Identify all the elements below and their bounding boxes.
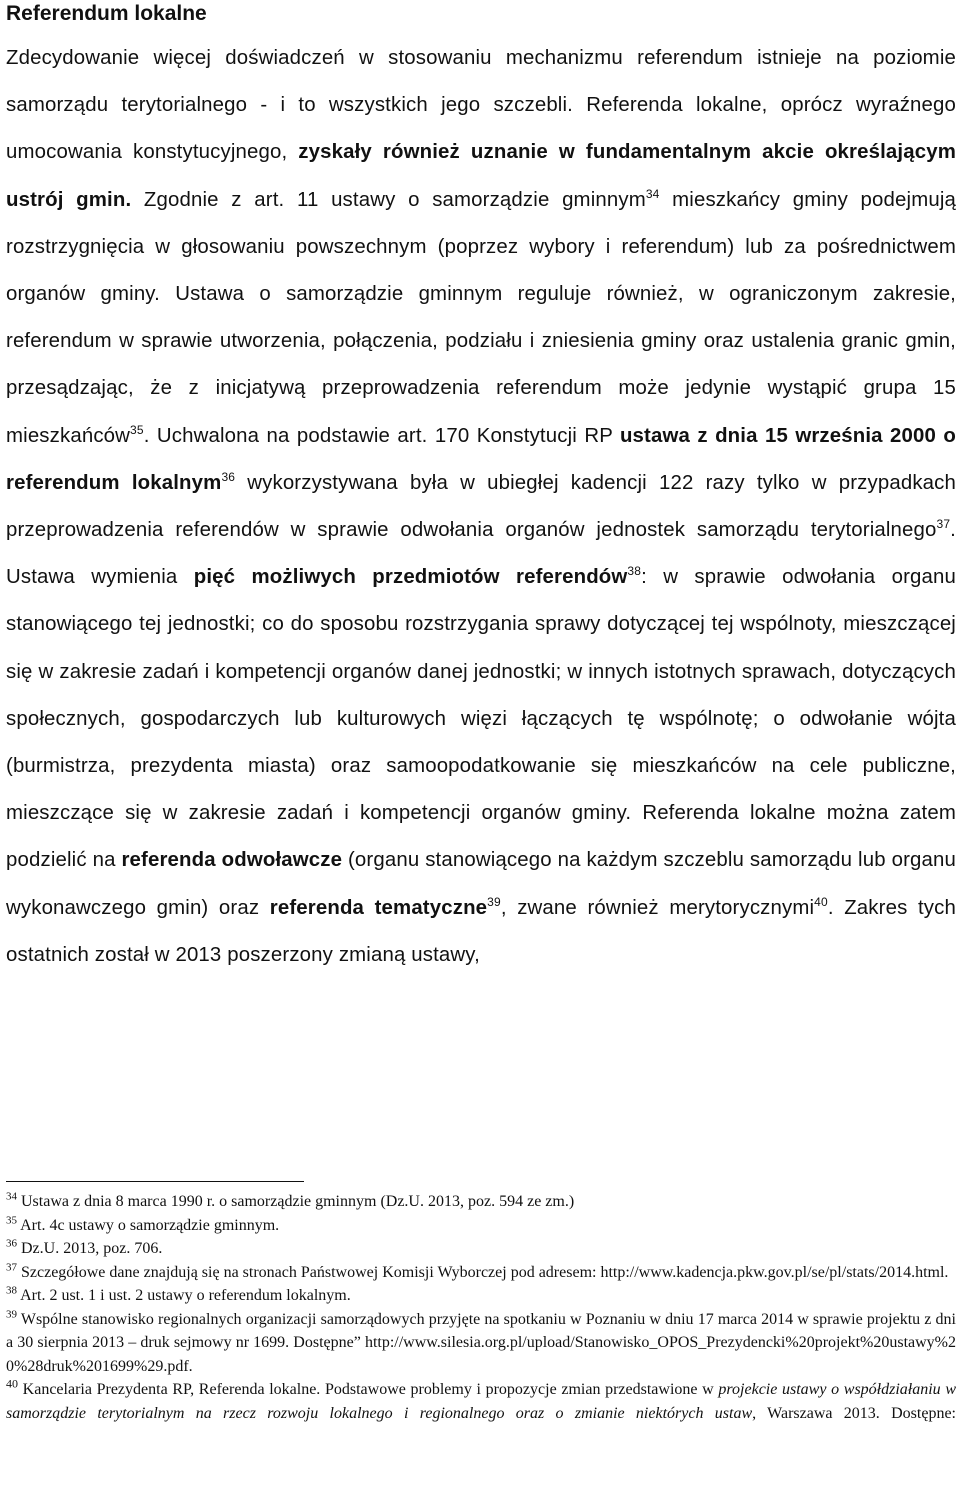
document-page [6,0,956,979]
text-run: . Uchwalona na podstawie art. 170 Konstytucji RP [143,424,620,447]
footnote-ref-36[interactable]: 36 [221,470,236,485]
footnote-text: Dz.U. 2013, poz. 706. [17,1240,163,1257]
footnote-number: 39 [6,1308,17,1321]
footnote-text: Art. 2 ust. 1 i ust. 2 ustawy o referendum lokalnym. [17,1287,351,1304]
footnote-text-tail: , Warszawa 2013. Dostępne: [752,1404,956,1422]
footnote-text: Wspólne stanowisko regionalnych organizacji samorządowych przyjęte na spotkaniu w Poznaniu w dniu 17 marca 2014 w sprawie projektu z dnia 30 sierpnia 2013 – druk sejmowy nr 1699. Dostępne” http://www.silesia.org.pl/upload/Stanowisko_OPOS_Prezydencki%20projekt%20ustawy%20%28druk%201699%29.pdf. [6,1310,956,1375]
footnote-number: 40 [6,1376,18,1391]
footnote-ref-38[interactable]: 38 [627,564,642,579]
footnote-ref-37[interactable]: 37 [936,517,951,532]
bold-run: referenda tematyczne [269,896,488,919]
footnote-separator [6,1181,304,1182]
bold-run: ustawa z dnia 15 września 2000 o referendum lokalnym [6,424,956,494]
footnote-number: 38 [6,1284,17,1297]
text-run: : w sprawie odwołania organu stanowiącego tej jednostki; co do sposobu rozstrzygania sprawy dotyczącej tej wspólnoty, mieszczącej się w zakresie zadań i kompetencji organów danej jednostki; w innych istotnych sprawach, dotyczących społecznych, gospodarczych lub kulturowych więzi łączących tę wspólnotę; o odwołanie wójta (burmistrza, prezydenta miasta) oraz samoopodatkowanie się mieszkańców na cele publiczne, mieszczące się w zakresie zadań i kompetencji organów gminy. Referenda lokalne można zatem podzielić na [6,566,956,872]
text-run: Zdecydowanie więcej doświadczeń w stosowaniu mechanizmu referendum istnieje na poziomie samorządu terytorialnego - i to wszystkich jego szczebli. Referenda lokalne, oprócz wyraźnego umocowania konstytucyjnego, [6,47,956,164]
text-run: mieszkańcy gminy podejmują rozstrzygnięcia w głosowaniu powszechnym (poprzez wybory i referendum) lub za pośrednictwem organów gminy. Ustawa o samorządzie gminnym reguluje również, w ograniczonym zakresie, referendum w sprawie utworzenia, połączenia, podziału i zniesienia gminy oraz ustalenia granic gmin, przesądzając, że z inicjatywą przeprowadzenia referendum może jedynie wystąpić grupa 15 mieszkańców [6,188,956,447]
section-heading: Referendum lokalne [6,2,207,25]
footnote-40 [6,1378,956,1425]
footnote-number: 36 [6,1237,17,1250]
footnote-text: Kancelaria Prezydenta RP, Referenda lokalne. Podstawowe problemy i propozycje zmian przedstawione w [18,1381,719,1398]
footnote-text: Szczegółowe dane znajdują się na stronach Państwowej Komisji Wyborczej pod adresem: http://www.kadencja.pkw.gov.pl/se/pl/stats/2014.html. [17,1263,949,1281]
bold-run: pięć możliwych przedmiotów referendów [193,566,628,589]
body-paragraph [6,35,956,979]
text-run: Zgodnie z art. 11 ustawy o samorządzie gminnym [131,188,646,211]
footnote-italic-title: projekcie ustawy o współdziałaniu w samorządzie terytorialnym na rzecz rozwoju lokalnego i regionalnego oraz o zmianie niektórych ustaw [6,1381,957,1422]
footnote-text: Ustawa z dnia 8 marca 1990 r. o samorządzie gminnym (Dz.U. 2013, poz. 594 ze zm.) [17,1193,575,1210]
footnote-34 [6,1190,956,1214]
footnote-ref-39[interactable]: 39 [487,894,501,909]
footnote-39 [6,1308,956,1379]
footnote-number: 37 [6,1261,17,1274]
footnote-ref-35[interactable]: 35 [130,422,144,437]
footnote-37 [6,1261,956,1285]
footnote-35 [6,1214,956,1238]
footnote-number: 34 [6,1190,17,1203]
text-run: . Zakres tych ostatnich został w 2013 poszerzony zmianą ustawy, [6,896,956,966]
text-run: . Ustawa wymienia [6,519,956,589]
bold-run: referenda odwoławcze [121,849,343,872]
footnote-text: Art. 4c ustawy o samorządzie gminnym. [17,1216,280,1234]
footnotes [6,1190,956,1425]
footnote-38 [6,1284,956,1308]
footnote-36 [6,1237,956,1261]
text-run: , zwane również merytorycznymi [500,896,815,919]
footnote-ref-34[interactable]: 34 [645,186,660,201]
footnote-ref-40[interactable]: 40 [814,894,828,909]
footnote-number: 35 [6,1214,17,1227]
text-run: (organu stanowiącego na każdym szczeblu samorządu lub organu wykonawczego gmin) oraz [6,849,956,919]
text-run: wykorzystywana była w ubiegłej kadencji 122 razy tylko w przypadkach przeprowadzenia referendów w sprawie odwołania organów jednostek samorządu terytorialnego [6,471,957,542]
bold-run: zyskały również uznanie w fundamentalnym akcie określającym ustrój gmin. [6,141,956,211]
